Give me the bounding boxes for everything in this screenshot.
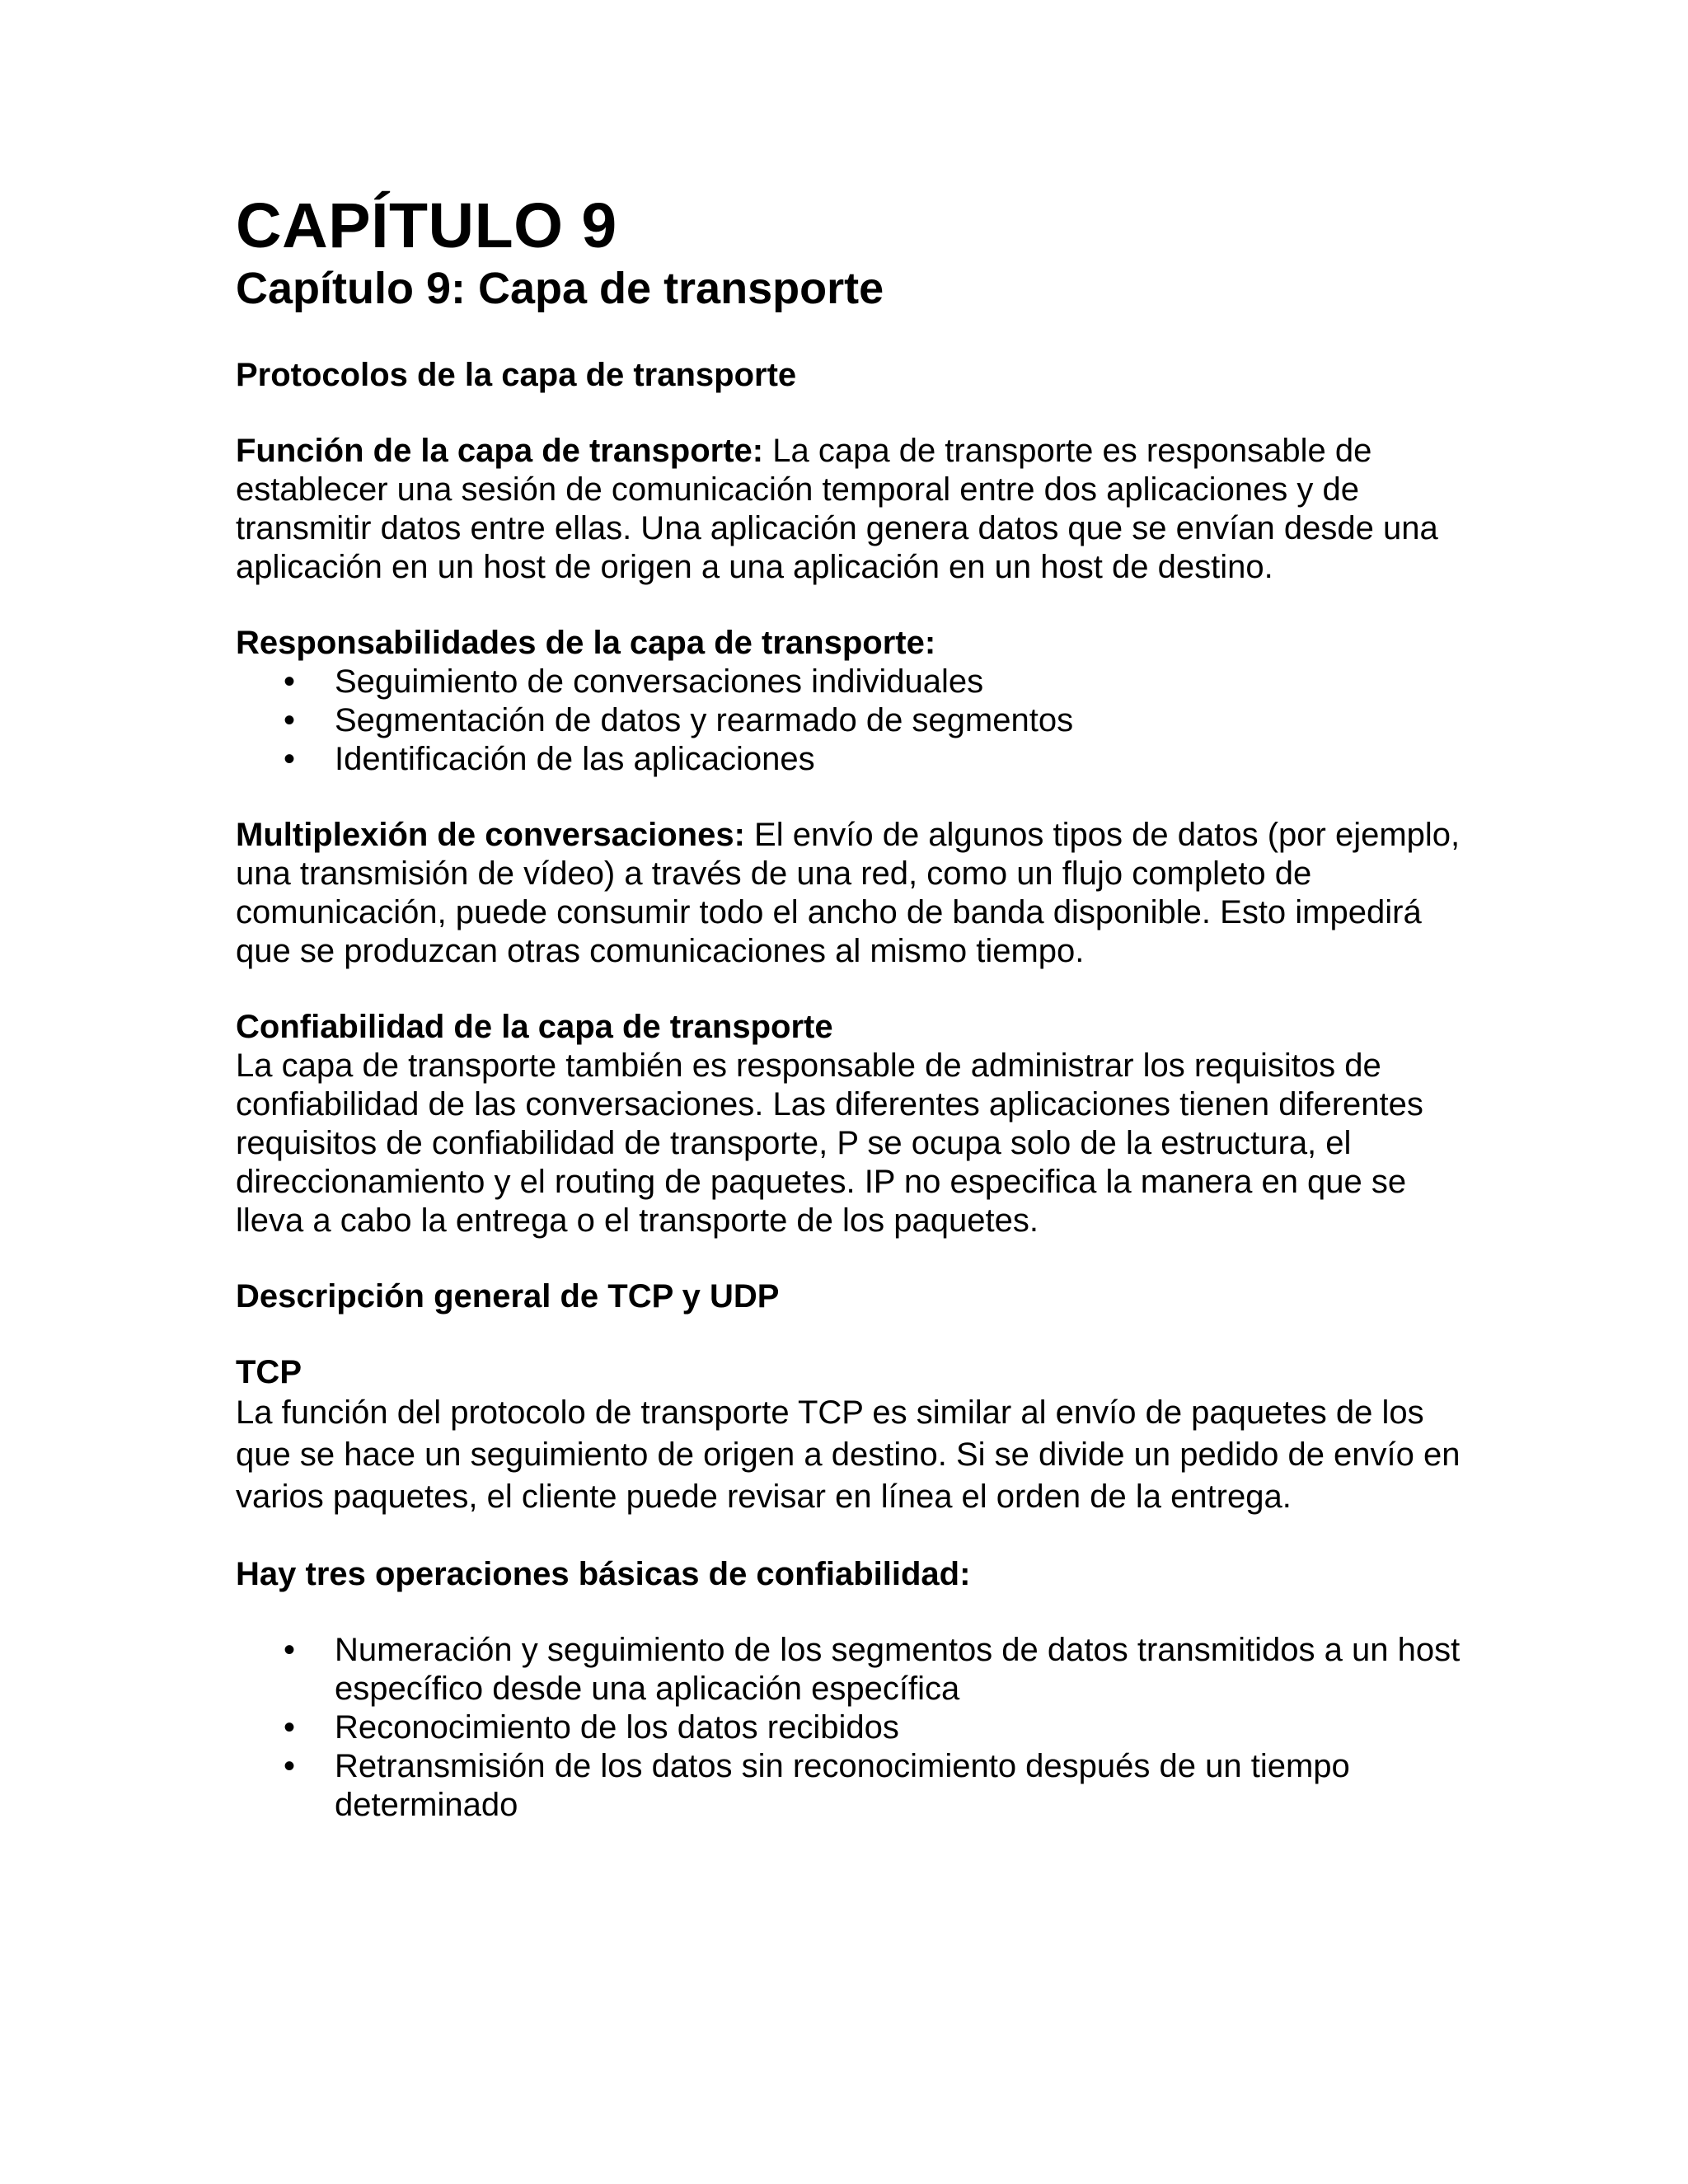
bullet-icon: • bbox=[284, 1748, 296, 1784]
list-item-text: Reconocimiento de los datos recibidos bbox=[335, 1709, 899, 1746]
multiplexion-label: Multiplexión de conversaciones: bbox=[236, 817, 745, 853]
list-item bbox=[236, 1747, 1464, 1825]
section-heading-responsabilidades: Responsabilidades de la capa de transporte: bbox=[236, 625, 936, 661]
section-heading-tcp: TCP bbox=[236, 1354, 302, 1390]
list-item-text: Identificación de las aplicaciones bbox=[335, 741, 815, 777]
list-item-text: Numeración y seguimiento de los segmentos de datos transmitidos a un host específico desde una aplicación específica bbox=[335, 1632, 1461, 1707]
multiplexion-paragraph bbox=[236, 816, 1464, 971]
section-heading-operaciones: Hay tres operaciones básicas de confiabilidad: bbox=[236, 1556, 971, 1592]
multiplexion-text: El envío de algunos tipos de datos (por ejemplo, una transmisión de vídeo) a través de una red, como un flujo completo de comunicación, puede consumir todo el ancho de banda disponible. Esto impedirá que se produzcan otras comunicaciones al mismo tiempo. bbox=[236, 817, 1461, 969]
list-item bbox=[236, 701, 1464, 740]
operaciones-list bbox=[236, 1631, 1464, 1825]
list-item bbox=[236, 1631, 1464, 1708]
section-heading-confiabilidad: Confiabilidad de la capa de transporte bbox=[236, 1009, 833, 1045]
document-content bbox=[236, 190, 1464, 1825]
list-item bbox=[236, 740, 1464, 779]
chapter-title: CAPÍTULO 9 bbox=[236, 190, 617, 261]
funcion-label: Función de la capa de transporte: bbox=[236, 433, 764, 469]
funcion-paragraph bbox=[236, 432, 1464, 587]
section-heading-protocolos: Protocolos de la capa de transporte bbox=[236, 357, 797, 393]
bullet-icon: • bbox=[284, 702, 296, 738]
tcp-paragraph: La función del protocolo de transporte TCP es similar al envío de paquetes de los que se hace un seguimiento de origen a destino. Si se divide un pedido de envío en varios paquetes, el cliente puede revisar en línea el orden de la entrega. bbox=[236, 1394, 1461, 1515]
funcion-text: La capa de transporte es responsable de establecer una sesión de comunicación temporal entre dos aplicaciones y de transmitir datos entre ellas. Una aplicación genera datos que se envían desde una aplicación en un host de origen a una aplicación en un host de destino. bbox=[236, 433, 1438, 585]
list-item-text: Seguimiento de conversaciones individuales bbox=[335, 663, 984, 700]
list-item-text: Retransmisión de los datos sin reconocimiento después de un tiempo determinado bbox=[335, 1748, 1350, 1823]
list-item-text: Segmentación de datos y rearmado de segmentos bbox=[335, 702, 1074, 738]
section-heading-descripcion: Descripción general de TCP y UDP bbox=[236, 1278, 780, 1315]
list-item bbox=[236, 663, 1464, 701]
confiabilidad-paragraph: La capa de transporte también es responsable de administrar los requisitos de confiabilidad de las conversaciones. Las diferentes aplicaciones tienen diferentes requisitos de confiabilidad de transporte, P se ocupa solo de la estructura, el direccionamiento y el routing de paquetes. IP no especifica la manera en que se lleva a cabo la entrega o el transporte de los paquetes. bbox=[236, 1047, 1423, 1239]
bullet-icon: • bbox=[284, 663, 296, 700]
responsabilidades-list bbox=[236, 663, 1464, 779]
chapter-subtitle: Capítulo 9: Capa de transporte bbox=[236, 264, 884, 313]
bullet-icon: • bbox=[284, 1709, 296, 1746]
bullet-icon: • bbox=[284, 1632, 296, 1668]
bullet-icon: • bbox=[284, 741, 296, 777]
list-item bbox=[236, 1708, 1464, 1747]
